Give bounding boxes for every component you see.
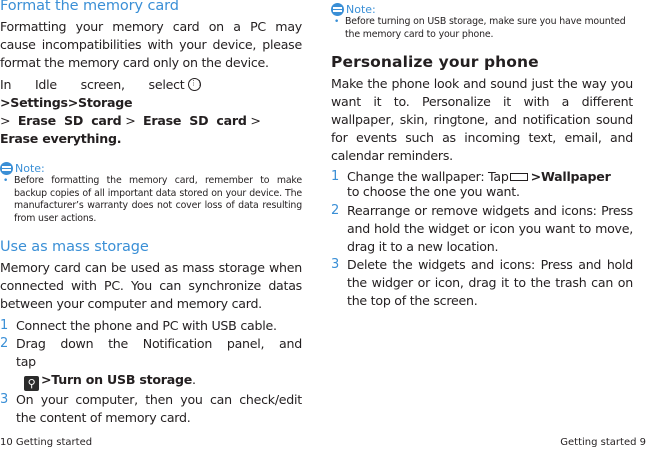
mass-storage-heading: Use as mass storage <box>0 239 149 255</box>
step-item: 1 Connect the phone and PC with USB cable. <box>0 318 277 333</box>
mass-storage-steps <box>0 317 302 427</box>
step-item: 3 Delete the widgets and icons: Press and hold the widger or icon, drag it to the trash can on the top of the screen. <box>331 257 633 308</box>
personalize-body: Make the phone look and sound just the way you want it to. Personalize it with a different wallpaper, skin, ringtone, and notification sound for events such as incoming text, email, and calendar reminders. <box>331 76 633 163</box>
step-item: 3 On your computer, then you can check/edit the content of memory card. <box>0 392 302 425</box>
format-note <box>0 162 302 225</box>
bullet-icon: • <box>334 17 340 27</box>
note-item: • Before turning on USB storage, make sure you have mounted the memory card to your phone. <box>331 16 633 41</box>
step-item: 2 Drag down the Notification panel, and tap ⚲ >Turn on USB storage. <box>0 336 302 390</box>
usb-note <box>331 3 633 41</box>
note-icon <box>0 162 13 175</box>
mass-storage-body: Memory card can be used as mass storage when connected with PC. You can synchronize datas between your computer and memory card. <box>0 260 302 311</box>
note-header: Note: <box>331 3 633 16</box>
format-body: Formatting your memory card on a PC may cause incompatibilities with your device, please format the memory card only on the device. <box>0 19 302 70</box>
left-page <box>0 0 302 427</box>
format-heading: Format the memory card <box>0 0 179 14</box>
step-item: 2 Rearrange or remove widgets and icons: Press and hold the widget or icon you want to move, drag it to a new location. <box>331 203 633 254</box>
menu-key-icon <box>510 173 528 181</box>
format-instruction: In Idle screen, select⋮⋮>Settings>Storage > Erase SD card > Erase SD card > Erase everything. <box>0 76 302 148</box>
note-item: • Before formatting the memory card, remember to make backup copies of all important data stored on your device. The manufacturer’s warranty does not cover loss of data resulting from user actions. <box>0 175 302 225</box>
note-header: Note: <box>0 162 302 175</box>
note-icon <box>331 3 344 16</box>
personalize-heading: Personalize your phone <box>331 53 539 71</box>
left-page-footer: 10 Getting started <box>0 437 93 448</box>
right-page-footer: Getting started 9 <box>560 437 646 448</box>
personalize-steps <box>331 169 633 310</box>
right-page <box>331 0 633 310</box>
usb-icon: ⚲ <box>24 376 39 391</box>
menu-grid-icon <box>188 78 201 91</box>
bullet-icon: • <box>3 176 9 186</box>
step-item: 1 Change the wallpaper: Tap >Wallpaper to choose the one you want. <box>331 169 611 199</box>
